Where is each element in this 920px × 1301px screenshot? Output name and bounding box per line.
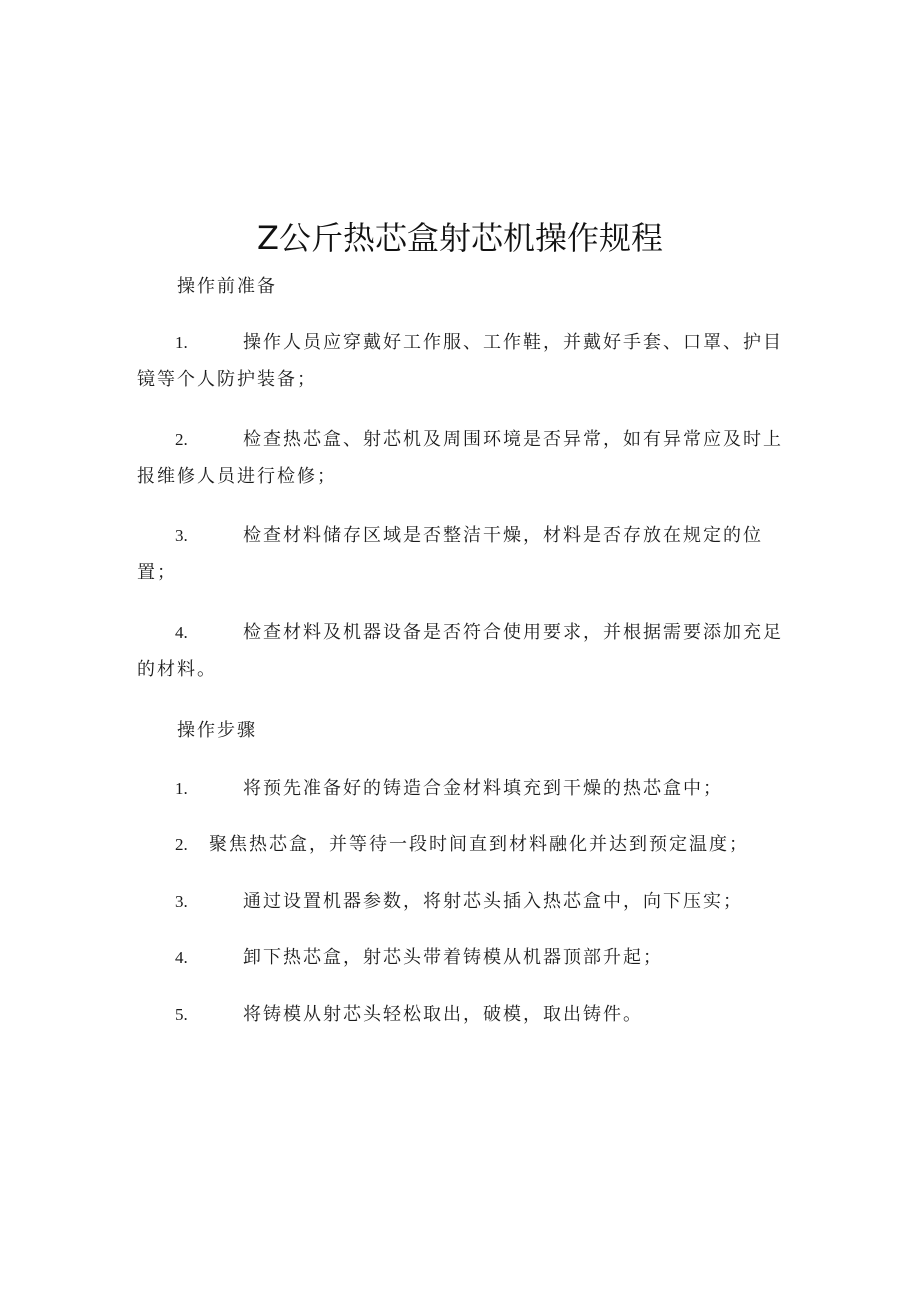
item-text-continued: 置； xyxy=(137,562,177,583)
item-number: 3. xyxy=(175,892,188,911)
item-number: 1. xyxy=(175,333,188,352)
item-text-continued: 的材料。 xyxy=(137,659,217,680)
list-item xyxy=(137,421,787,495)
list-item xyxy=(137,614,787,688)
item-text-continued: 报维修人员进行检修； xyxy=(137,466,337,487)
item-number: 5. xyxy=(175,1005,188,1024)
list-item xyxy=(137,883,787,920)
item-number: 4. xyxy=(175,623,188,642)
item-text: 卸下热芯盒，射芯头带着铸模从机器顶部升起； xyxy=(243,947,663,968)
list-item xyxy=(137,324,787,398)
section-heading-preparation: 操作前准备 xyxy=(177,276,277,297)
list-item xyxy=(137,996,787,1033)
list-item xyxy=(137,770,787,807)
item-number: 3. xyxy=(175,526,188,545)
section-heading-steps: 操作步骤 xyxy=(177,720,257,741)
document-title: Z公斤热芯盒射芯机操作规程 xyxy=(257,219,663,257)
item-text-continued: 镜等个人防护装备； xyxy=(137,369,317,390)
item-text: 操作人员应穿戴好工作服、工作鞋，并戴好手套、口罩、护目 xyxy=(243,332,783,353)
item-number: 2. xyxy=(175,835,188,854)
item-number: 1. xyxy=(175,779,188,798)
list-item xyxy=(137,826,787,863)
item-text: 检查材料储存区域是否整洁干燥，材料是否存放在规定的位 xyxy=(243,525,763,546)
item-text: 通过设置机器参数，将射芯头插入热芯盒中，向下压实； xyxy=(243,891,743,912)
list-item xyxy=(137,517,787,591)
list-item xyxy=(137,939,787,976)
item-text: 将预先准备好的铸造合金材料填充到干燥的热芯盒中； xyxy=(243,778,723,799)
item-text: 检查热芯盒、射芯机及周围环境是否异常，如有异常应及时上 xyxy=(243,429,783,450)
item-text: 将铸模从射芯头轻松取出，破模，取出铸件。 xyxy=(243,1004,643,1025)
item-number: 2. xyxy=(175,430,188,449)
item-text: 聚焦热芯盒，并等待一段时间直到材料融化并达到预定温度； xyxy=(209,834,749,855)
item-text: 检查材料及机器设备是否符合使用要求，并根据需要添加充足 xyxy=(243,622,783,643)
item-number: 4. xyxy=(175,948,188,967)
